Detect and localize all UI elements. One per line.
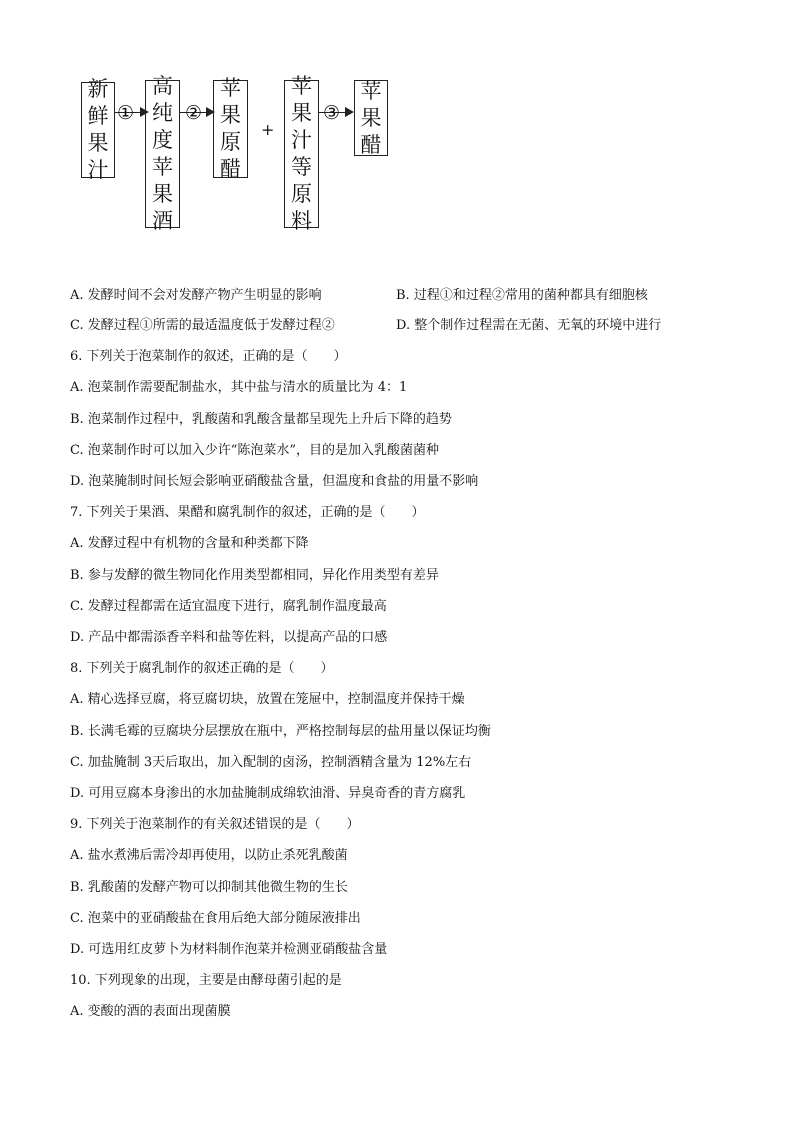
q10-option-a: A. 变酸的酒的表面出现菌膜: [70, 1004, 231, 1019]
q9-option-b: B. 乳酸菌的发酵产物可以抑制其他微生物的生长: [70, 880, 348, 895]
q10-stem: 10. 下列现象的出现，主要是由酵母菌引起的是: [70, 973, 342, 988]
plus-sign: +: [261, 120, 275, 139]
q7-option-d: D. 产品中都需添香辛料和盐等佐料，以提高产品的口感: [70, 630, 388, 645]
q8-stem: 8. 下列关于腐乳制作的叙述正确的是（ ）: [70, 661, 334, 676]
box-apple-vinegar: [354, 80, 388, 156]
box-char: 果: [152, 182, 173, 206]
box-char: 纯: [152, 101, 173, 125]
q5-option-b: B. 过程①和过程②常用的菌种都具有细胞核: [396, 288, 648, 303]
arrow-3-head: [345, 107, 354, 117]
q8-option-a: A. 精心选择豆腐，将豆腐切块，放置在笼屉中，控制温度并保持干燥: [70, 692, 465, 707]
box-char: 汁: [87, 158, 109, 182]
q9-stem: 9. 下列关于泡菜制作的有关叙述错误的是（ ）: [70, 817, 360, 832]
box-char: 度: [152, 128, 173, 152]
q6-stem: 6. 下列关于泡菜制作的叙述，正确的是（ ）: [70, 349, 347, 364]
q8-option-d: D. 可用豆腐本身渗出的水加盐腌制成绵软油滑、异臭奇香的青方腐乳: [70, 786, 466, 801]
q6-option-d: D. 泡菜腌制时间长短会影响亚硝酸盐含量，但温度和食盐的用量不影响: [70, 474, 479, 489]
box-apple-wine: [145, 74, 180, 233]
q6-option-a: A. 泡菜制作需要配制盐水，其中盐与清水的质量比为 4：1: [70, 380, 408, 395]
q9-option-c: C. 泡菜中的亚硝酸盐在食用后绝大部分随尿液排出: [70, 911, 361, 926]
q5-option-c: C. 发酵过程①所需的最适温度低于发酵过程②: [70, 318, 335, 333]
box-char: 酒: [152, 209, 173, 233]
q8-option-b: B. 长满毛霉的豆腐块分层摆放在瓶中，严格控制每层的盐用量以保证均衡: [70, 724, 491, 739]
q7-option-c: C. 发酵过程都需在适宜温度下进行，腐乳制作温度最高: [70, 599, 387, 614]
step-2-label: ②: [185, 102, 203, 124]
step-3-label: ③: [323, 102, 341, 124]
box-char: 果: [87, 131, 109, 155]
box-fresh-juice: [81, 77, 115, 182]
box-char: 鲜: [87, 104, 109, 128]
box-char: 等: [291, 155, 312, 179]
box-char: 苹: [220, 76, 241, 100]
box-char: 果: [220, 103, 241, 127]
box-char: 苹: [152, 155, 173, 179]
box-char: 醋: [360, 132, 382, 157]
step-1-label: ①: [117, 102, 135, 124]
box-char: 醋: [220, 157, 241, 181]
q9-option-d: D. 可选用红皮萝卜为材料制作泡菜并检测亚硝酸盐含量: [70, 942, 388, 957]
box-char: 料: [291, 209, 312, 233]
q8-option-c: C. 加盐腌制 3天后取出，加入配制的卤汤，控制酒精含量为 12%左右: [70, 755, 472, 770]
q7-option-b: B. 参与发酵的微生物同化作用类型都相同，异化作用类型有差异: [70, 568, 439, 583]
q7-option-a: A. 发酵过程中有机物的含量和种类都下降: [70, 536, 309, 551]
apple-vinegar-flow-diagram: [0, 0, 794, 250]
q6-option-c: C. 泡菜制作时可以加入少许“陈泡菜水”，目的是加入乳酸菌菌种: [70, 443, 440, 458]
box-raw-vinegar: [213, 76, 248, 181]
q5-option-d: D. 整个制作过程需在无菌、无氧的环境中进行: [396, 318, 662, 333]
q5-option-a: A. 发酵时间不会对发酵产物产生明显的影响: [70, 288, 322, 303]
box-char: 汁: [291, 128, 312, 152]
box-char: 苹: [360, 78, 382, 103]
q9-option-a: A. 盐水煮沸后需冷却再使用，以防止杀死乳酸菌: [70, 848, 348, 863]
box-char: 果: [291, 101, 312, 125]
box-char: 高: [152, 74, 173, 98]
box-juice-materials: [284, 74, 319, 233]
box-char: 苹: [291, 74, 312, 98]
box-char: 原: [291, 182, 312, 206]
q7-stem: 7. 下列关于果酒、果醋和腐乳制作的叙述，正确的是（ ）: [70, 505, 425, 520]
q6-option-b: B. 泡菜制作过程中，乳酸菌和乳酸含量都呈现先上升后下降的趋势: [70, 412, 452, 427]
box-char: 果: [360, 105, 382, 130]
box-char: 原: [220, 130, 241, 154]
box-char: 新: [87, 77, 109, 101]
